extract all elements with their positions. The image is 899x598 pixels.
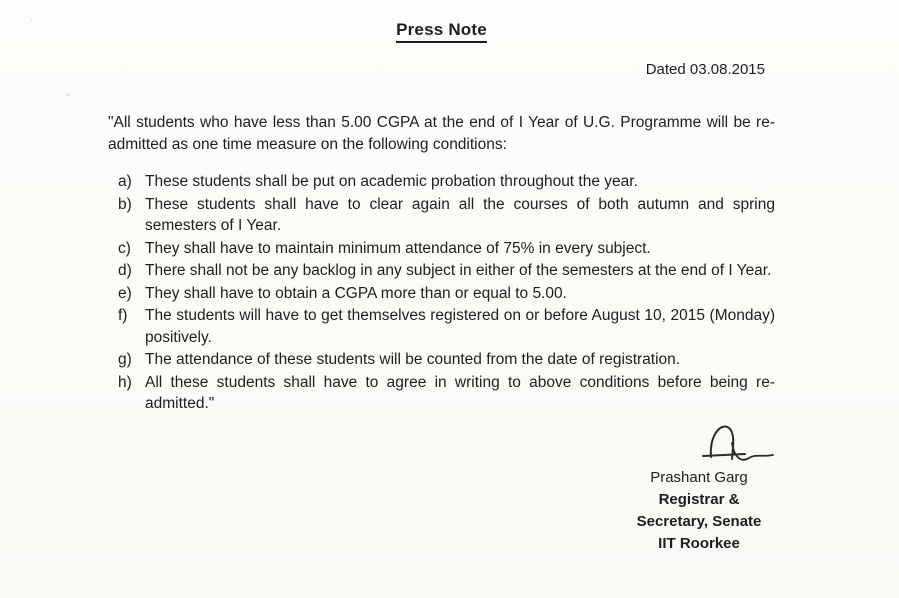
scan-artifact: ° [66,92,70,102]
condition-text: They shall have to obtain a CGPA more than or equal to 5.00. [145,284,567,302]
condition-text: These students shall have to clear again all the courses of both autumn and spring semesters of I Year. [145,195,775,234]
page-title: Press Note [396,20,487,43]
signature-block [619,419,779,555]
condition-item-f [108,305,775,348]
condition-label: a) [118,173,132,190]
condition-item-e [108,283,775,305]
intro-paragraph: "All students who have less than 5.00 CGPA at the end of I Year of U.G. Programme will be re-admitted as one time measure on the following conditions: [108,114,775,153]
condition-label: d) [118,262,132,279]
title-row [108,20,775,43]
condition-text: These students shall be put on academic probation throughout the year. [145,173,638,190]
condition-label: c) [118,239,131,257]
condition-text: All these students shall have to agree in writing to above conditions before being re-admitted." [145,373,775,412]
signatory-designation-secretary: Secretary, Senate [636,512,762,530]
signature-mark [699,419,777,465]
condition-item-d [108,260,775,282]
condition-text: They shall have to maintain minimum attendance of 75% in every subject. [145,239,651,257]
signatory-organization: IIT Roorkee [658,534,740,552]
condition-text: There shall not be any backlog in any subject in either of the semesters at the end of I Year. [145,262,772,279]
date-line: Dated 03.08.2015 [645,61,765,78]
condition-label: e) [118,284,132,302]
signatory-name: Prashant Garg [650,468,748,486]
condition-item-c [108,238,775,260]
condition-item-h [108,372,775,415]
condition-label: g) [118,351,132,368]
condition-item-a [108,171,775,193]
condition-text: The attendance of these students will be counted from the date of registration. [145,351,681,368]
condition-text: The students will have to get themselves registered on or before August 10, 2015 (Monday) positively. [145,307,775,346]
signatory-designation-registrar: Registrar & [658,490,740,508]
condition-item-g [108,349,775,371]
condition-label: f) [118,307,128,324]
condition-item-b [108,194,775,237]
conditions-list [108,171,775,415]
scan-artifact: · [30,14,33,24]
condition-label: h) [118,373,132,391]
condition-label: b) [118,195,132,213]
